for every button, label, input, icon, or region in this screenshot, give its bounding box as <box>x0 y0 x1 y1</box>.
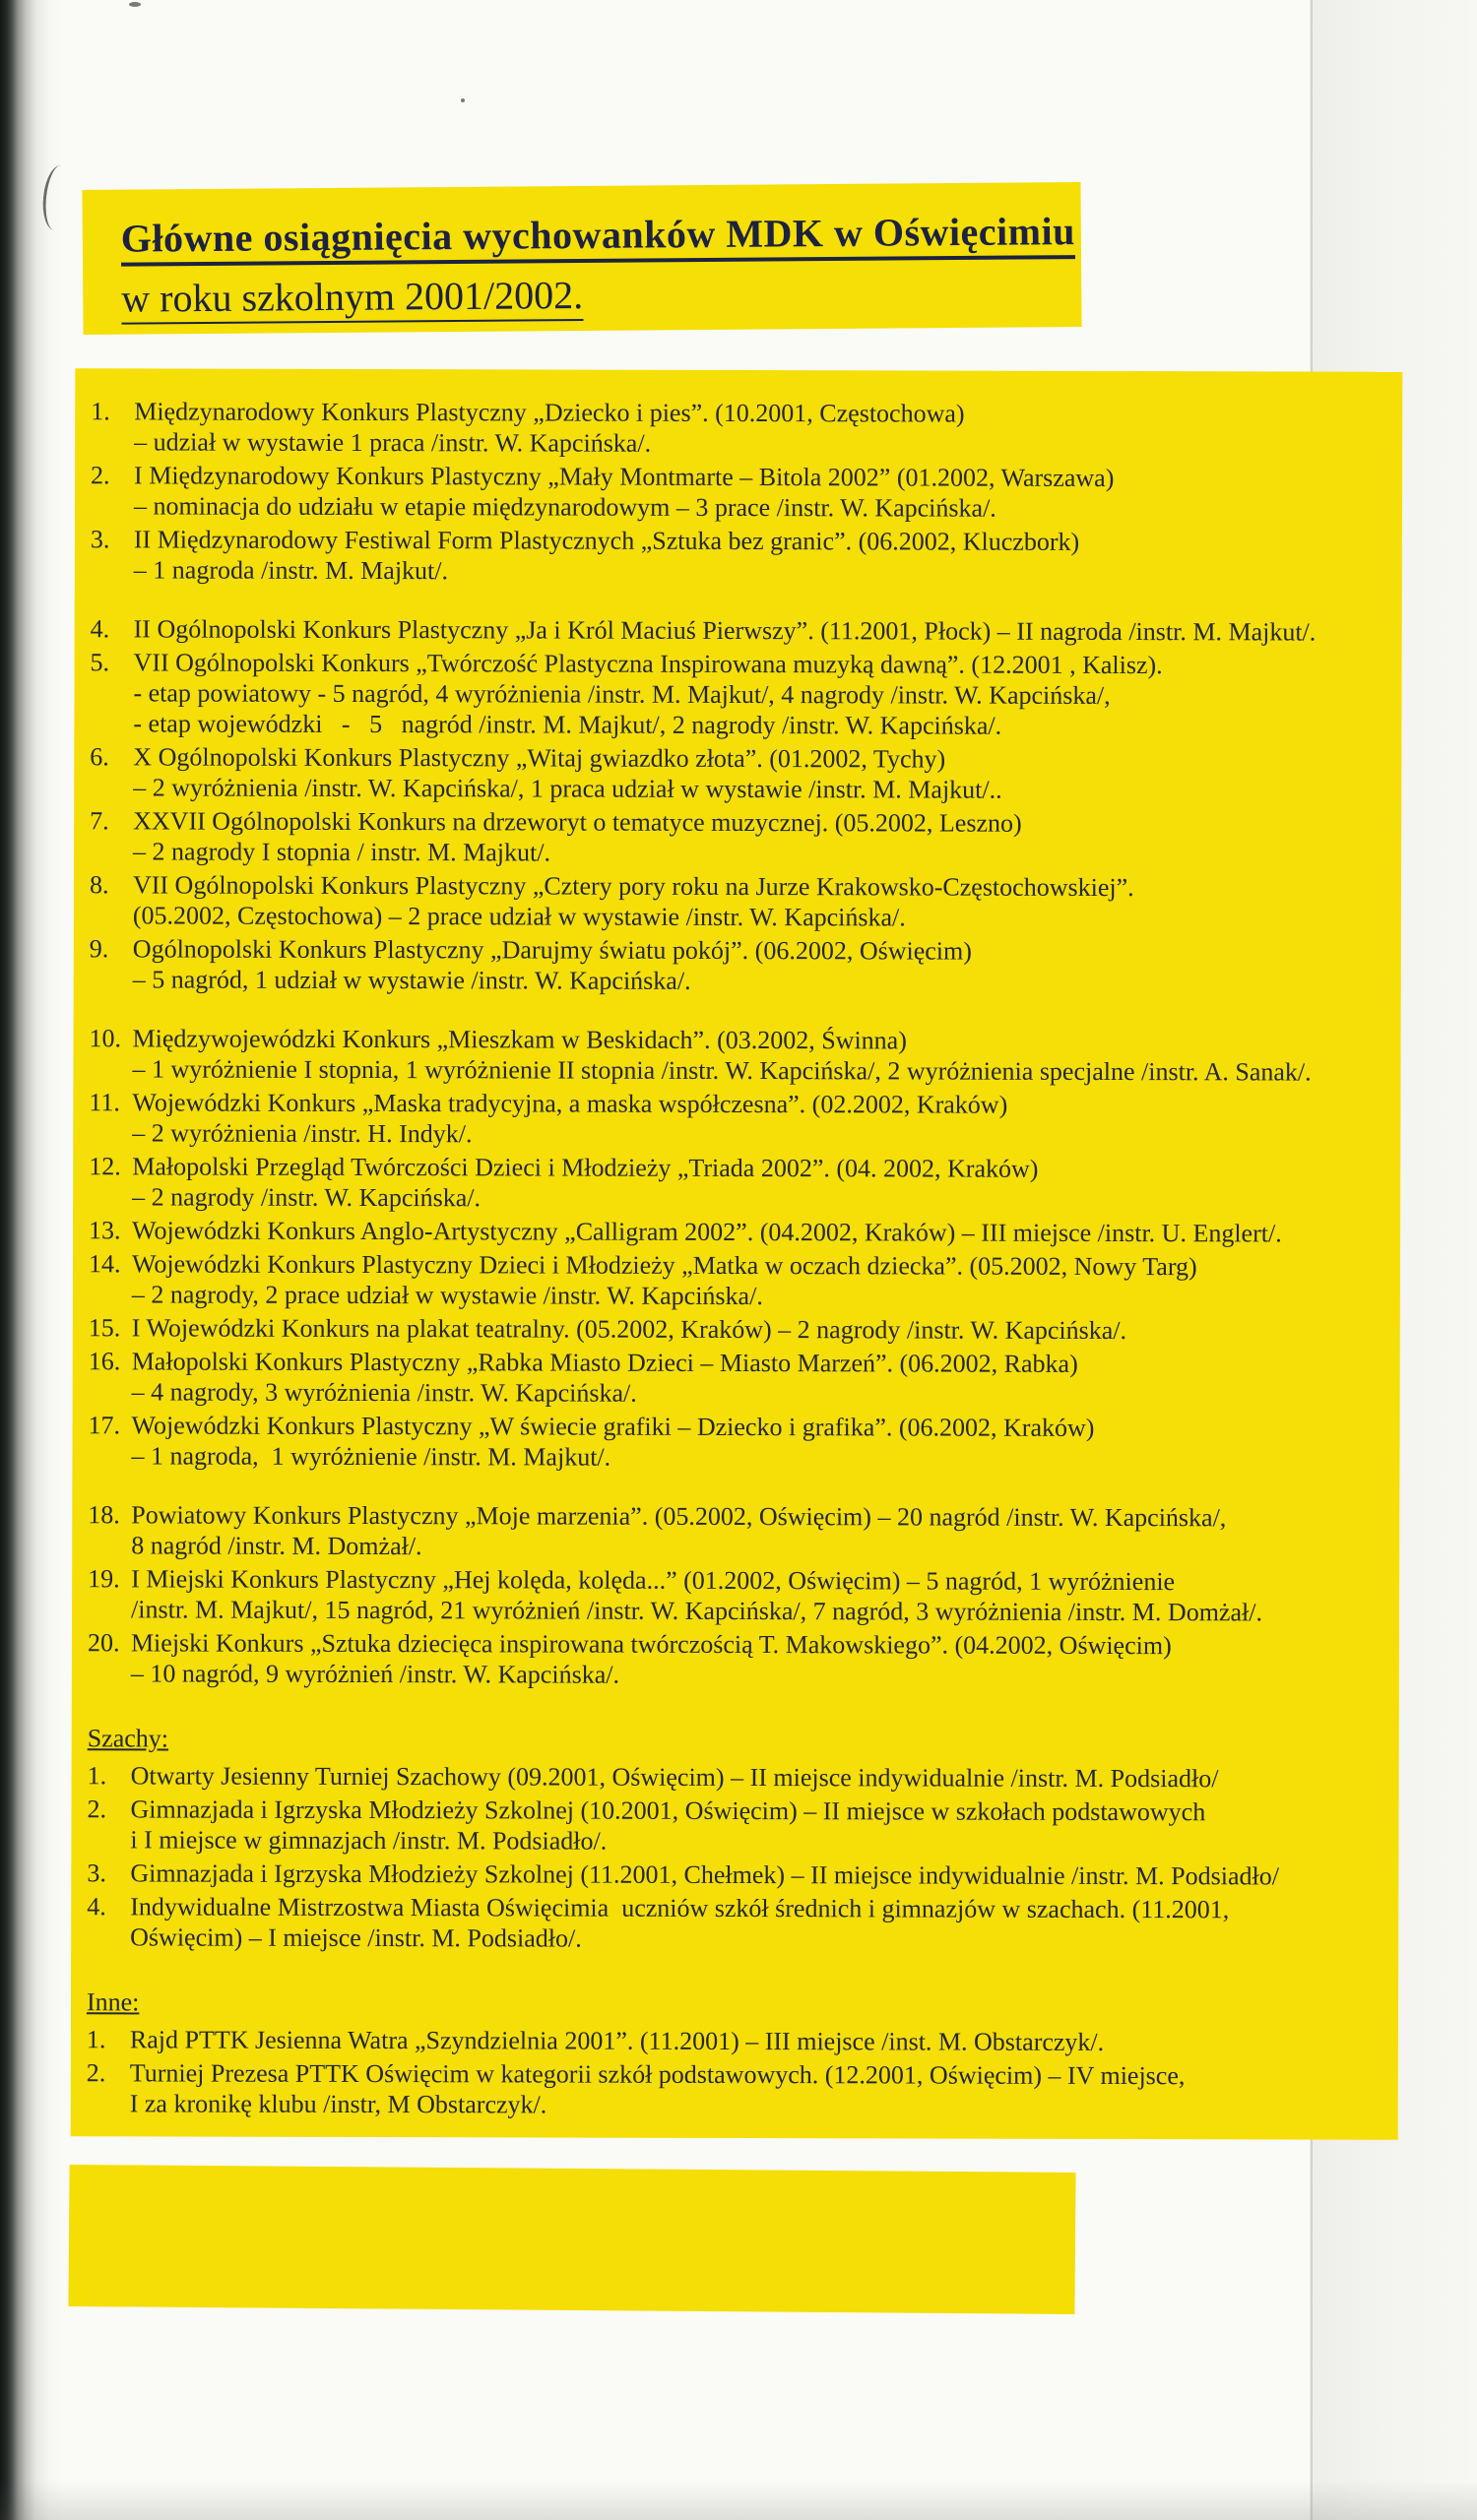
list-item <box>90 933 1401 997</box>
item-text <box>134 613 1402 647</box>
text-line: Gimnazjada i Igrzyska Młodzieży Szkolnej (10.2001, Oświęcim) – II miejsce w szkołach podstawowych <box>130 1795 1206 1827</box>
item-text <box>131 1499 1399 1563</box>
list-item <box>89 1215 1400 1248</box>
item-number: 9. <box>89 934 109 964</box>
text-line: - etap wojewódzki - 5 nagród /instr. M. Majkut/, 2 nagrody /instr. W. Kapcińska/. <box>133 709 1002 740</box>
item-number: 2. <box>87 1795 107 1824</box>
item-text <box>131 1627 1399 1691</box>
item-text <box>131 1760 1399 1794</box>
item-number: 14. <box>88 1249 121 1279</box>
item-text <box>130 2057 1398 2121</box>
text-line: Indywidualne Mistrzostwa Miasta Oświęcimia uczniów szkół średnich i gimnazjów w szachach. (11.2001, <box>130 1892 1230 1924</box>
list-item <box>91 613 1402 647</box>
section-heading: Szachy: <box>87 1724 169 1753</box>
text-line: Gimnazjada i Igrzyska Młodzieży Szkolnej (11.2001, Chełmek) – II miejsce indywidualnie /instr. M. Podsiadło/ <box>130 1858 1280 1891</box>
item-text <box>133 869 1401 933</box>
list-item <box>87 2024 1398 2057</box>
item-number: 10. <box>89 1024 122 1053</box>
text-line: Miejski Konkurs „Sztuka dziecięca inspirowana twórczością T. Makowskiego”. (04.2002, Oświęcim) <box>130 1628 1172 1661</box>
list-item <box>87 1858 1398 1891</box>
text-line: Małopolski Konkurs Plastyczny „Rabka Miasto Dzieci – Miasto Marzeń”. (06.2002, Rabka) <box>131 1347 1078 1378</box>
item-number: 11. <box>89 1088 120 1117</box>
list-item <box>90 805 1401 869</box>
list-item <box>87 2057 1398 2121</box>
item-text <box>134 460 1402 524</box>
item-text <box>130 1891 1398 1955</box>
list-item <box>88 1627 1399 1691</box>
item-number: 19. <box>88 1564 120 1594</box>
text-line: – 2 wyróżnienia /instr. W. Kapcińska/, 1 praca udział w wystawie /instr. M. Majkut/.. <box>133 773 1002 804</box>
text-line: Ogólnopolski Konkurs Plastyczny „Darujmy światu pokój”. (06.2002, Oświęcim) <box>132 934 972 966</box>
text-line: I za kronikę klubu /instr, M Obstarczyk/. <box>129 2089 547 2119</box>
list-item <box>90 741 1401 805</box>
list-item <box>89 1312 1400 1346</box>
item-text <box>134 396 1402 460</box>
item-number: 3. <box>87 1858 106 1888</box>
list-item <box>88 1499 1399 1563</box>
text-line: – udział w wystawie 1 praca /instr. W. Kapcińska/. <box>134 427 652 458</box>
text-line: Oświęcim) – I miejsce /instr. M. Podsiadło/. <box>130 1922 582 1953</box>
section-heading: Inne: <box>86 1987 140 2017</box>
text-line: – 2 wyróżnienia /instr. H. Indyk/. <box>132 1118 473 1149</box>
list-item <box>88 1563 1399 1627</box>
item-text <box>134 524 1402 588</box>
text-line: – 1 wyróżnienie I stopnia, 1 wyróżnienie II stopnia /instr. W. Kapcińska/, 2 wyróżnienia specjalne /instr. A. Sanak/. <box>132 1054 1312 1087</box>
item-number: 15. <box>88 1313 121 1343</box>
text-line: Otwarty Jesienny Turniej Szachowy (09.2001, Oświęcim) – II miejsce indywidualnie /instr. M. Podsiadło/ <box>130 1761 1219 1794</box>
text-line: Wojewódzki Konkurs Plastyczny Dzieci i Młodzieży „Matka w oczach dziecka”. (05.2002, Nowy Targ) <box>131 1249 1197 1282</box>
text-line: VII Ogólnopolski Konkurs „Twórczość Plastyczna Inspirowana muzyką dawną”. (12.2001 , Kalisz). <box>133 648 1163 680</box>
item-text <box>132 1151 1400 1215</box>
section-gap <box>88 1691 1399 1726</box>
item-text <box>132 1215 1400 1248</box>
list-item <box>89 1087 1400 1151</box>
text-line: Małopolski Przegląd Twórczości Dzieci i Młodzieży „Triada 2002”. (04. 2002, Kraków) <box>132 1152 1039 1183</box>
item-number: 13. <box>89 1216 121 1245</box>
text-line: – 10 nagród, 9 wyróżnień /instr. W. Kapcińska/. <box>130 1659 620 1689</box>
item-number: 2. <box>91 461 110 490</box>
text-line: – 2 nagrody /instr. W. Kapcińska/. <box>132 1182 482 1213</box>
item-text <box>132 1023 1400 1087</box>
text-line: Rajd PTTK Jesienna Watra „Szyndzielnia 2001”. (11.2001) – III miejsce /inst. M. Obstarczyk/. <box>129 2025 1105 2056</box>
paragraph-gap <box>88 1474 1399 1502</box>
item-text <box>130 2024 1398 2057</box>
item-number: 6. <box>90 742 109 772</box>
item-text <box>133 741 1401 805</box>
item-text <box>133 933 1401 997</box>
document-body <box>71 368 1403 2140</box>
item-number: 18. <box>88 1500 120 1530</box>
item-text <box>133 805 1401 869</box>
item-number: 1. <box>91 397 110 426</box>
item-number: 2. <box>86 2058 106 2088</box>
text-line: – 1 nagroda, 1 wyróżnienie /instr. M. Majkut/. <box>131 1441 611 1472</box>
item-text <box>131 1563 1399 1627</box>
text-line: I Wojewódzki Konkurs na plakat teatralny. (05.2002, Kraków) – 2 nagrody /instr. W. Kapcińska/. <box>131 1313 1127 1346</box>
item-number: 1. <box>86 2025 106 2054</box>
text-line: – 2 nagrody, 2 prace udział w wystawie /instr. W. Kapcińska/. <box>131 1280 763 1311</box>
list-item <box>88 1410 1399 1474</box>
content-list <box>87 396 1403 2121</box>
item-number: 17. <box>88 1411 121 1440</box>
item-number: 4. <box>87 1892 106 1922</box>
item-number: 16. <box>88 1347 121 1376</box>
text-line: Wojewódzki Konkurs Anglo-Artystyczny „Calligram 2002”. (04.2002, Kraków) – III miejsce /instr. U. Englert/. <box>132 1216 1282 1248</box>
list-item <box>91 396 1402 460</box>
item-number: 7. <box>90 806 109 836</box>
text-line: – 2 nagrody I stopnia / instr. M. Majkut/. <box>133 837 551 867</box>
item-text <box>133 647 1401 741</box>
text-line: – 5 nagród, 1 udział w wystawie /instr. W. Kapcińska/. <box>132 965 691 995</box>
bottom-scan-shadow <box>0 2481 1477 2520</box>
text-line: Międzynarodowy Konkurs Plastyczny „Dziecko i pies”. (10.2001, Częstochowa) <box>134 397 965 428</box>
list-item <box>89 1248 1400 1312</box>
item-number: 12. <box>89 1152 121 1181</box>
text-line: I Międzynarodowy Konkurs Plastyczny „Mały Montmarte – Bitola 2002” (01.2002, Warszawa) <box>134 461 1115 493</box>
item-text <box>131 1410 1399 1474</box>
item-text <box>130 1794 1398 1858</box>
text-line: (05.2002, Częstochowa) – 2 prace udział w wystawie /instr. W. Kapcińska/. <box>132 901 906 932</box>
scan-speck <box>129 2 141 7</box>
item-number: 4. <box>90 614 110 644</box>
text-line: Turniej Prezesa PTTK Oświęcim w kategorii szkół podstawowych. (12.2001, Oświęcim) – IV miejsce, <box>129 2058 1186 2091</box>
list-item <box>89 1346 1400 1410</box>
text-line: VII Ogólnopolski Konkurs Plastyczny „Cztery pory roku na Jurze Krakowsko-Częstochowskiej”. <box>132 870 1134 903</box>
text-line: /instr. M. Majkut/, 15 nagród, 21 wyróżnień /instr. W. Kapcińska/, 7 nagród, 3 wyróżnienia /instr. M. Domżał/. <box>131 1595 1263 1627</box>
section-gap <box>87 1955 1398 1989</box>
document-title-line2: w roku szkolnym 2001/2002. <box>121 272 583 325</box>
list-item <box>90 647 1401 741</box>
item-number: 8. <box>89 870 109 900</box>
book-spine-edge <box>0 0 63 2520</box>
text-line: XXVII Ogólnopolski Konkurs na drzeworyt o tematyce muzycznej. (05.2002, Leszno) <box>133 806 1022 838</box>
text-line: I Miejski Konkurs Plastyczny „Hej kolęda, kolęda...” (01.2002, Oświęcim) – 5 nagród, 1 wyróżnienie <box>131 1564 1176 1597</box>
item-text <box>132 1346 1400 1410</box>
item-text <box>132 1248 1400 1312</box>
text-line: X Ogólnopolski Konkurs Plastyczny „Witaj gwiazdko złota”. (01.2002, Tychy) <box>133 742 946 774</box>
text-line: – nominacja do udziału w etapie międzynarodowym – 3 prace /instr. W. Kapcińska/. <box>133 491 996 523</box>
scan-speck <box>461 98 465 102</box>
text-line: – 1 nagroda /instr. M. Majkut/. <box>133 555 449 586</box>
item-number: 20. <box>87 1628 120 1658</box>
text-line: Międzywojewódzki Konkurs „Mieszkam w Beskidach”. (03.2002, Świnna) <box>132 1024 907 1055</box>
title-banner <box>82 182 1081 335</box>
text-line: Wojewódzki Konkurs Plastyczny „W świecie grafiki – Dziecko i grafika”. (06.2002, Kraków) <box>131 1411 1095 1442</box>
text-line: II Międzynarodowy Festiwal Form Plastycznych „Sztuka bez granic”. (06.2002, Kluczbork) <box>133 525 1080 556</box>
list-item <box>87 1891 1398 1955</box>
blank-yellow-strip <box>68 2165 1075 2314</box>
list-item <box>90 869 1401 933</box>
item-number: 5. <box>90 648 110 677</box>
text-line: – 4 nagrody, 3 wyróżnienia /instr. W. Kapcińska/. <box>131 1377 637 1408</box>
text-line: i I miejsce w gimnazjach /instr. M. Podsiadło/. <box>130 1825 608 1856</box>
list-item <box>87 1794 1398 1858</box>
text-line: - etap powiatowy - 5 nagród, 4 wyróżnienia /instr. M. Majkut/, 4 nagrody /instr. W. Kapcińska/, <box>133 678 1111 710</box>
list-item <box>91 524 1402 588</box>
item-text <box>130 1858 1398 1891</box>
paragraph-gap <box>91 588 1402 616</box>
list-item <box>89 1151 1400 1215</box>
document-title-line1: Główne osiągnięcia wychowanków MDK w Oświęcimiu <box>121 208 1075 267</box>
item-number: 1. <box>87 1761 107 1791</box>
list-item <box>88 1760 1399 1794</box>
text-line: II Ogólnopolski Konkurs Plastyczny „Ja i Król Maciuś Pierwszy”. (11.2001, Płock) – II nagroda /instr. M. Majkut/. <box>133 614 1316 647</box>
item-text <box>132 1312 1400 1346</box>
text-line: Wojewódzki Konkurs „Maska tradycyjna, a maska współczesna”. (02.2002, Kraków) <box>132 1088 1008 1119</box>
list-item <box>91 460 1402 524</box>
item-text <box>132 1087 1400 1151</box>
paragraph-gap <box>90 997 1401 1026</box>
text-line: 8 nagród /instr. M. Domżał/. <box>131 1531 422 1561</box>
list-item <box>89 1023 1400 1087</box>
item-number: 3. <box>90 525 110 554</box>
text-line: Powiatowy Konkurs Plastyczny „Moje marzenia”. (05.2002, Oświęcim) – 20 nagród /instr. W. Kapcińska/, <box>131 1500 1227 1533</box>
